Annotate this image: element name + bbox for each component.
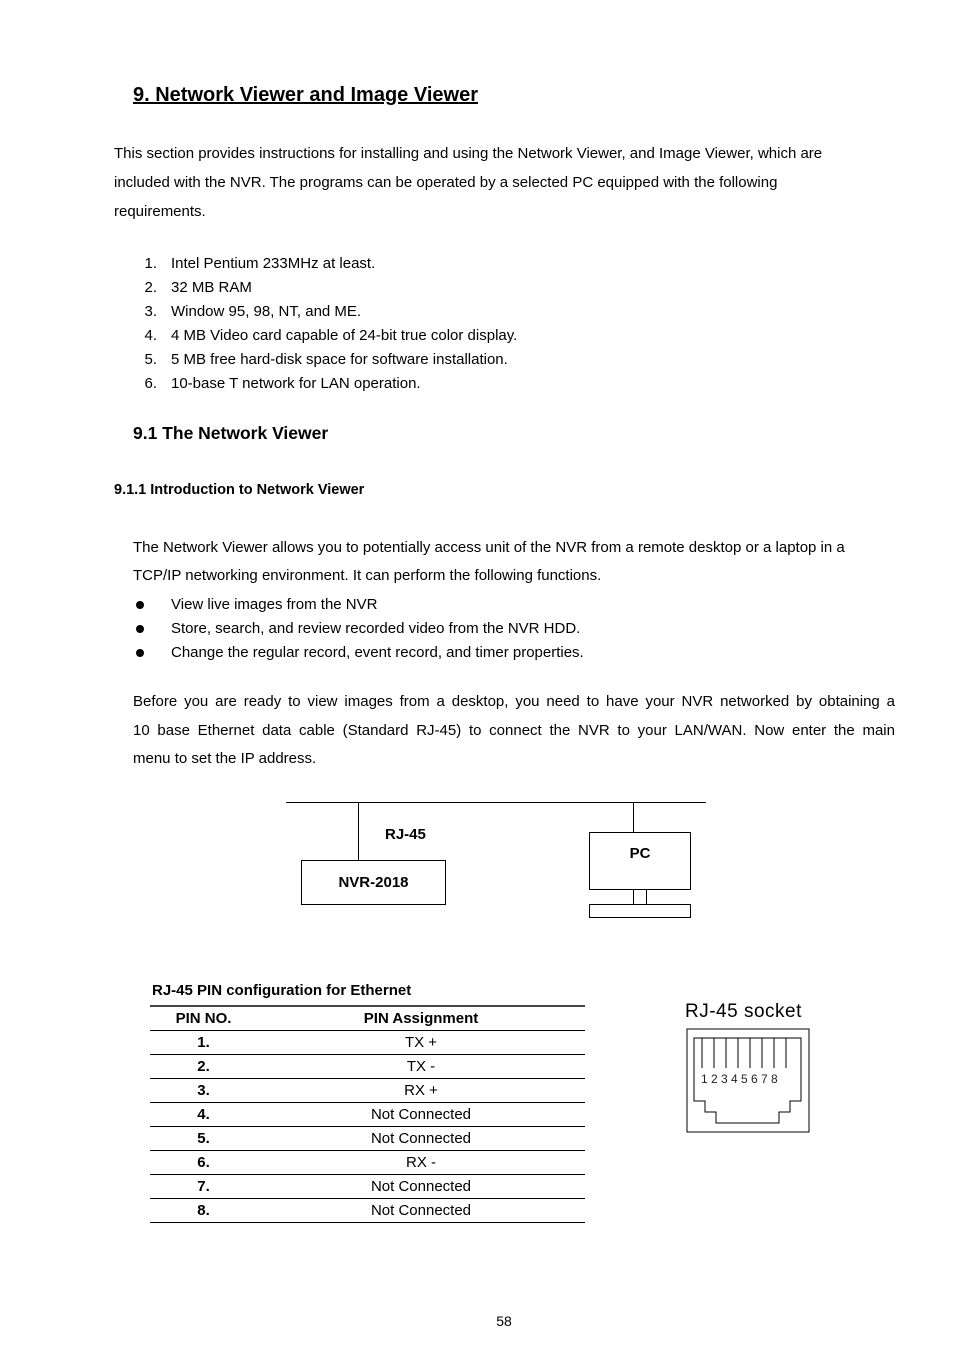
requirements-list bbox=[133, 255, 733, 405]
intro-line: included with the NVR. The programs can be operated by a selected PC equipped with the following bbox=[114, 174, 778, 191]
pin-assignment: TX + bbox=[257, 1031, 585, 1055]
list-item-number: 5. bbox=[144, 351, 157, 368]
pin-number: 6. bbox=[150, 1151, 257, 1175]
bullet-icon bbox=[136, 649, 144, 657]
rj45-label: RJ-45 bbox=[385, 826, 426, 843]
pin-number: 3. bbox=[150, 1079, 257, 1103]
subsection-title: 9.1 The Network Viewer bbox=[133, 423, 329, 443]
pc-label: PC bbox=[629, 844, 651, 862]
intro-paragraph bbox=[114, 139, 822, 226]
page-number: 58 bbox=[496, 1313, 512, 1329]
table-row bbox=[150, 1031, 585, 1055]
nv-line: TCP/IP networking environment. It can perform the following functions. bbox=[133, 567, 602, 584]
pc-monitor bbox=[589, 832, 691, 890]
table-row bbox=[150, 1055, 585, 1079]
pin-table-caption: RJ-45 PIN configuration for Ethernet bbox=[152, 982, 412, 999]
setup-paragraph bbox=[133, 688, 895, 774]
pin-assignment: Not Connected bbox=[257, 1127, 585, 1151]
nvr-box bbox=[301, 860, 446, 905]
list-item-text: Store, search, and review recorded video from the NVR HDD. bbox=[171, 620, 581, 637]
pin-assignment: RX + bbox=[257, 1079, 585, 1103]
pin-assignment: Not Connected bbox=[257, 1103, 585, 1127]
nvr-cable-line bbox=[358, 802, 359, 861]
pin-number: 8. bbox=[150, 1199, 257, 1223]
bullet-icon bbox=[136, 625, 144, 633]
functions-list bbox=[136, 596, 736, 666]
list-item-number: 1. bbox=[144, 255, 157, 272]
intro-line: This section provides instructions for installing and using the Network Viewer, and Image Viewer, which are bbox=[114, 145, 823, 162]
pin-number: 1. bbox=[150, 1031, 257, 1055]
column-header: PIN Assignment bbox=[257, 1006, 585, 1031]
pin-assignment: RX - bbox=[257, 1151, 585, 1175]
pin-assignment: Not Connected bbox=[257, 1199, 585, 1223]
table-row bbox=[150, 1151, 585, 1175]
network-bus-line bbox=[286, 802, 706, 803]
nv-line: The Network Viewer allows you to potentially access unit of the NVR from a remote desktop or a laptop in a bbox=[133, 539, 845, 556]
table-row bbox=[150, 1127, 585, 1151]
pc-stand-left bbox=[633, 889, 634, 905]
pin-number: 4. bbox=[150, 1103, 257, 1127]
pin-assignment: Not Connected bbox=[257, 1175, 585, 1199]
socket-pin-labels: 1 2 3 4 5 6 7 8 bbox=[701, 1072, 778, 1086]
socket-title: RJ-45 socket bbox=[685, 1001, 802, 1022]
list-item-text: 32 MB RAM bbox=[171, 279, 252, 296]
nvr-label: NVR-2018 bbox=[338, 874, 409, 891]
list-item-number: 6. bbox=[144, 375, 157, 392]
setup-line: 10 base Ethernet data cable (Standard RJ-45) to connect the NVR to your LAN/WAN. Now enter the main bbox=[133, 721, 895, 739]
pc-keyboard bbox=[589, 904, 691, 918]
subsubsection-title: 9.1.1 Introduction to Network Viewer bbox=[114, 482, 365, 498]
list-item-text: Window 95, 98, NT, and ME. bbox=[171, 303, 362, 320]
list-item-text: Change the regular record, event record, and timer properties. bbox=[171, 644, 584, 661]
pin-assignment: TX - bbox=[257, 1055, 585, 1079]
pin-number: 2. bbox=[150, 1055, 257, 1079]
section-title: 9. Network Viewer and Image Viewer bbox=[133, 84, 478, 106]
list-item-text: Intel Pentium 233MHz at least. bbox=[171, 255, 376, 272]
table-header-row bbox=[150, 1006, 585, 1031]
pin-number: 5. bbox=[150, 1127, 257, 1151]
table-row bbox=[150, 1175, 585, 1199]
list-item-text: View live images from the NVR bbox=[171, 596, 378, 613]
column-header: PIN NO. bbox=[150, 1006, 257, 1031]
rj45-socket-icon bbox=[686, 1028, 811, 1134]
intro-line: requirements. bbox=[114, 203, 206, 220]
nv-paragraph bbox=[133, 534, 845, 590]
list-item-number: 2. bbox=[144, 279, 157, 296]
setup-line: menu to set the IP address. bbox=[133, 750, 317, 767]
pin-number: 7. bbox=[150, 1175, 257, 1199]
list-item-text: 4 MB Video card capable of 24-bit true color display. bbox=[171, 327, 518, 344]
setup-line: Before you are ready to view images from a desktop, you need to have your NVR networked by obtaining a bbox=[133, 693, 895, 710]
list-item-text: 5 MB free hard-disk space for software installation. bbox=[171, 351, 508, 368]
pc-cable-line bbox=[633, 802, 634, 833]
table-row bbox=[150, 1079, 585, 1103]
pc-stand-right bbox=[646, 889, 647, 905]
table-row bbox=[150, 1199, 585, 1223]
list-item-number: 4. bbox=[144, 327, 157, 344]
list-item-number: 3. bbox=[144, 303, 157, 320]
pin-table bbox=[150, 1005, 585, 1223]
list-item-text: 10-base T network for LAN operation. bbox=[171, 375, 421, 392]
table-row bbox=[150, 1103, 585, 1127]
bullet-icon bbox=[136, 601, 144, 609]
